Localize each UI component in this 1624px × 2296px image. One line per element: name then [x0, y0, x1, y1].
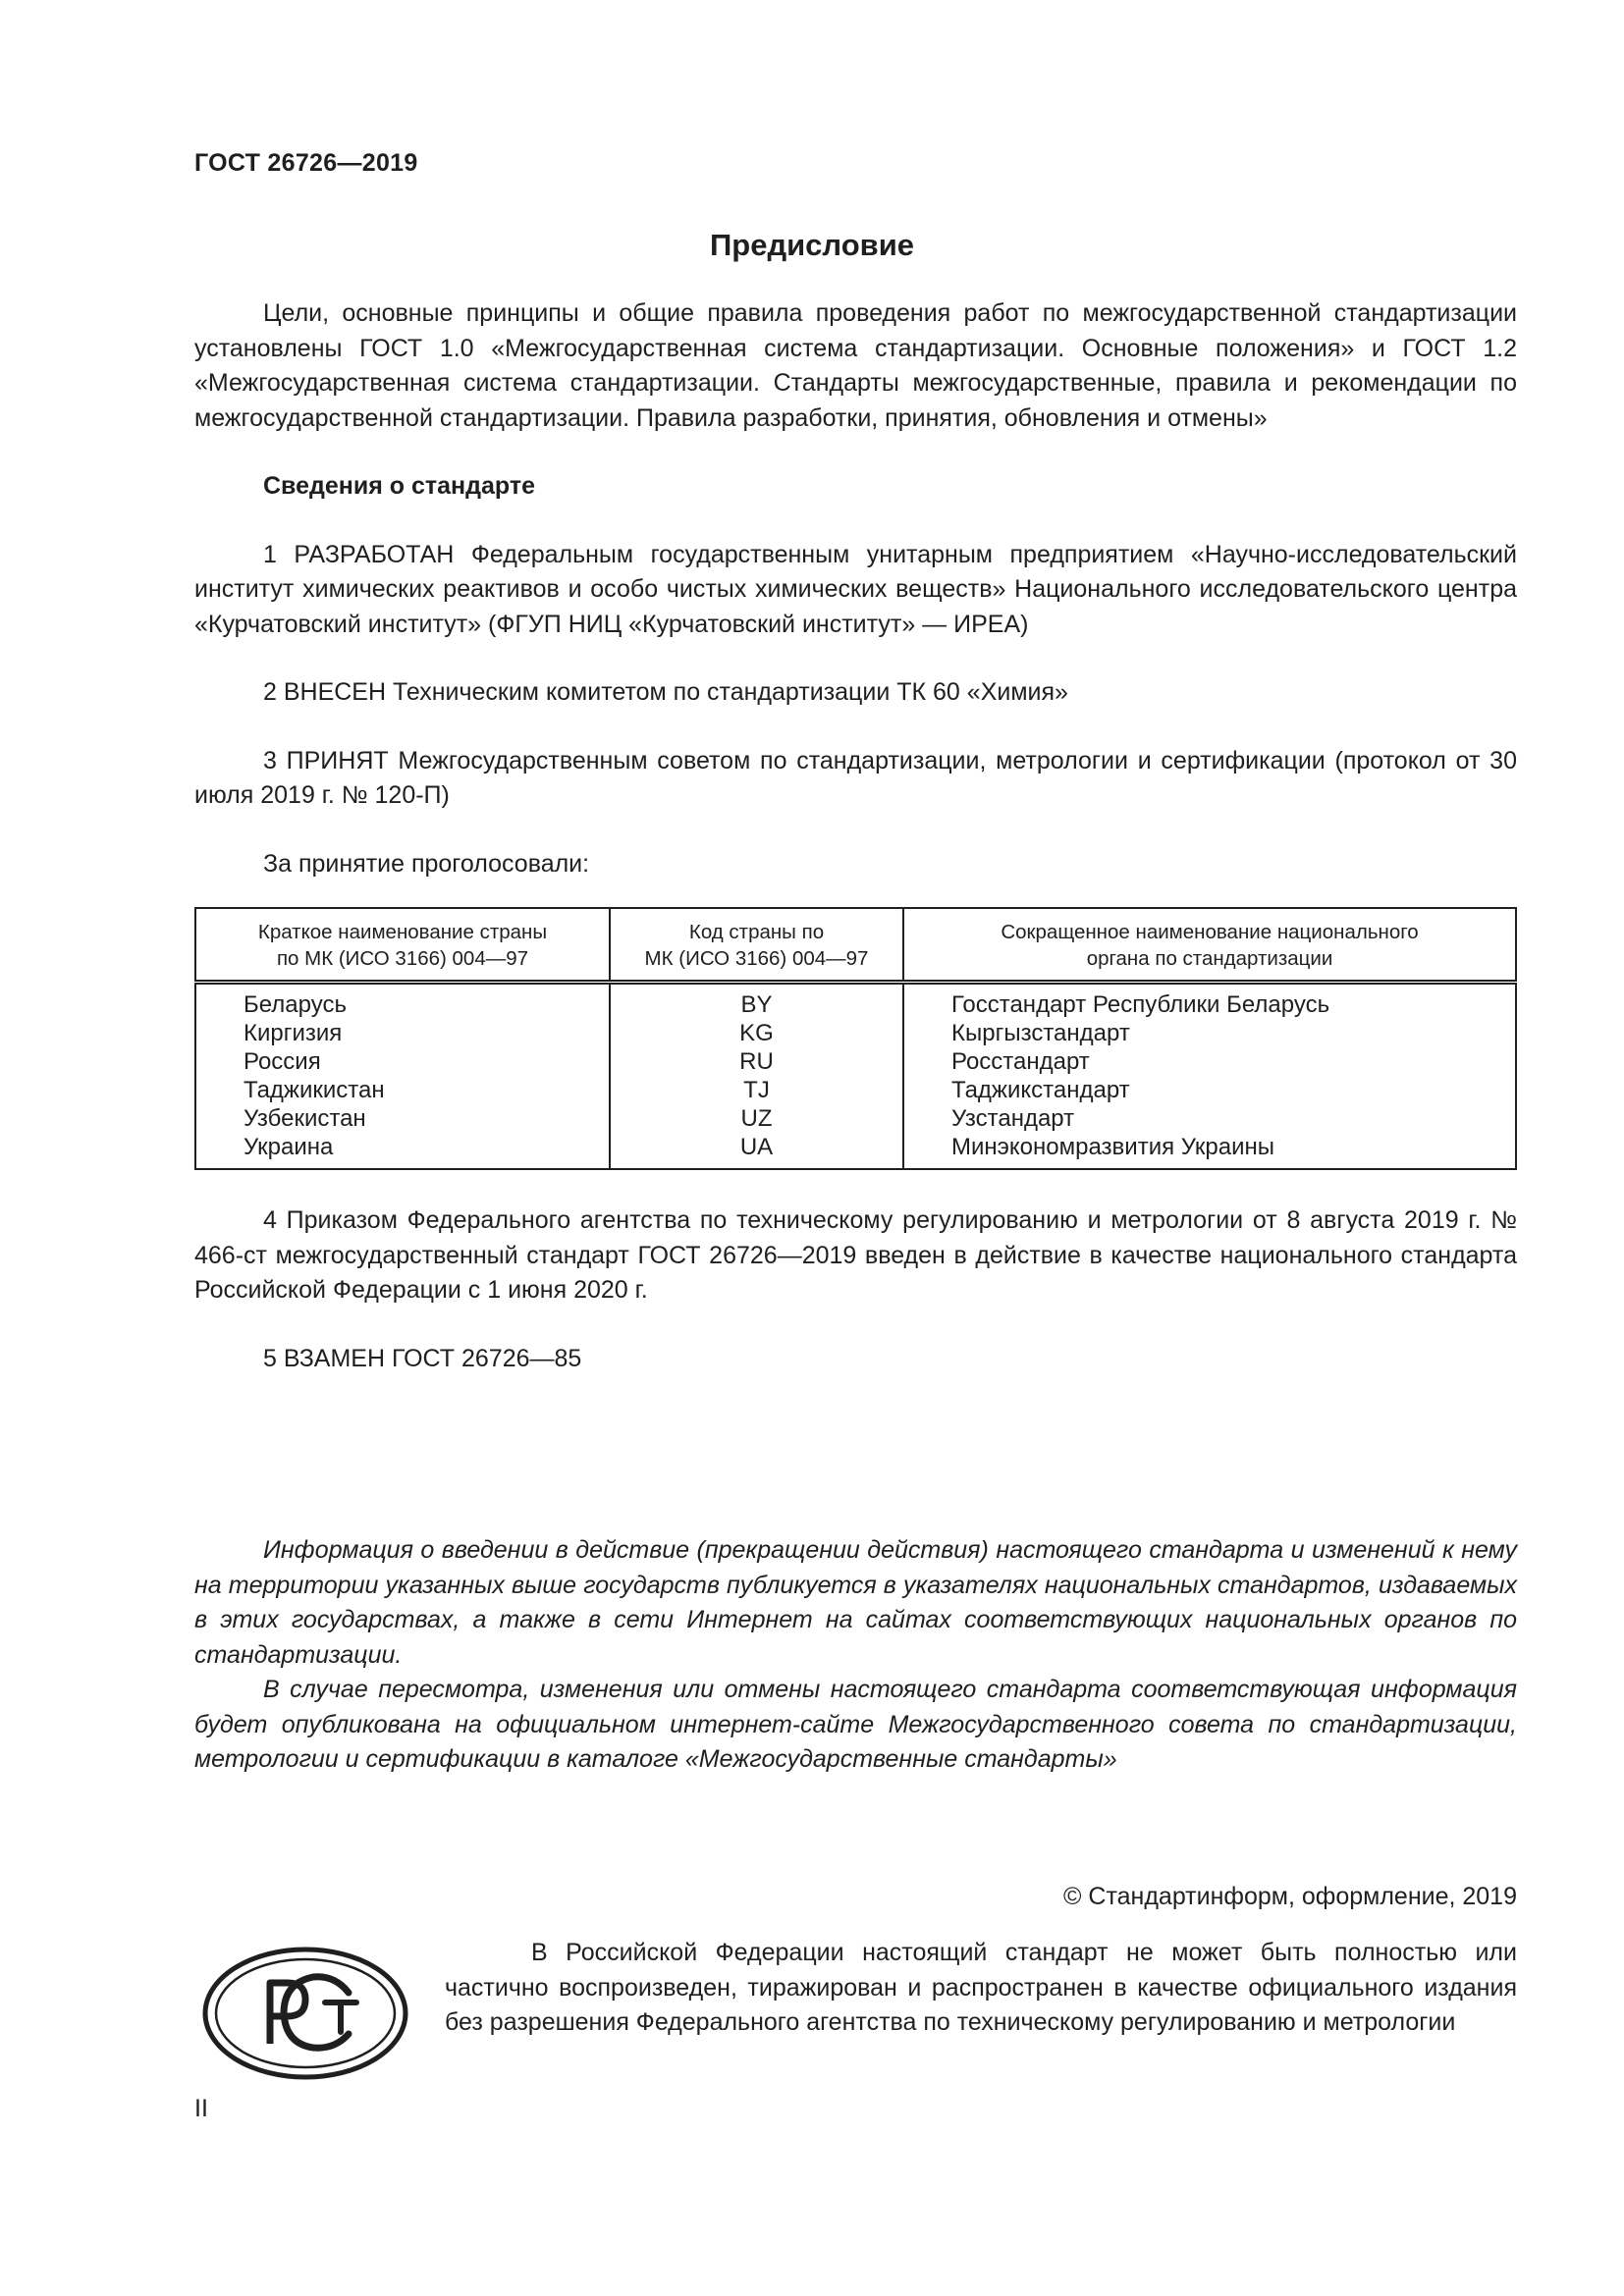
- header-national-body-line1: Сокращенное наименование национального: [1001, 921, 1419, 943]
- rights-notice: [445, 1936, 1517, 2041]
- section-heading: Сведения о стандарте: [263, 472, 536, 500]
- cell-body: Кыргызстандарт: [903, 1019, 1516, 1047]
- countries-table: [194, 907, 1517, 1170]
- document-code: ГОСТ 26726—2019: [194, 149, 418, 177]
- cell-code: UZ: [610, 1104, 903, 1133]
- cell-body: Минэкономразвития Украины: [903, 1133, 1516, 1169]
- header-country-name-line1: Краткое наименование страны: [257, 921, 548, 943]
- header-country-name-line2: по МК (ИСО 3166) 004—97: [276, 947, 529, 970]
- cell-body: Росстандарт: [903, 1047, 1516, 1076]
- cell-code: TJ: [610, 1076, 903, 1104]
- item-replaces: 5 ВЗАМЕН ГОСТ 26726—85: [263, 1344, 582, 1372]
- cell-body: Узстандарт: [903, 1104, 1516, 1133]
- cell-country: Узбекистан: [244, 1105, 366, 1132]
- item-order: 4 Приказом Федерального агентства по техническому регулированию и метрологии от 8 августа 2019 г. № 466-ст межгосударственный стандарт ГОСТ 26726—2019 введен в действие в качестве национального стандарта Российской Федерации с 1 июня 2020 г.: [194, 1206, 1517, 1304]
- table-row: [195, 983, 1516, 1020]
- item-developed: 1 РАЗРАБОТАН Федеральным государственным унитарным предприятием «Научно-исследовательский институт химических реактивов и особо чистых химических веществ» Национального исследовательского центра «Курчатовский институт» (ФГУП НИЦ «Курчатовский институт» — ИРЕА): [194, 540, 1517, 638]
- main-content: [194, 296, 1517, 1778]
- cell-country: Таджикистан: [244, 1077, 385, 1103]
- cell-code: KG: [610, 1019, 903, 1047]
- header-country-code-line1: Код страны по: [688, 921, 825, 943]
- cell-country: Украина: [244, 1134, 334, 1160]
- table-row: [195, 1133, 1516, 1169]
- page-title: Предисловие: [709, 228, 914, 262]
- header-country-name: [195, 908, 610, 983]
- cell-body: Таджикстандарт: [903, 1076, 1516, 1104]
- cell-code: UA: [610, 1133, 903, 1169]
- table-row: [195, 1019, 1516, 1047]
- header-national-body: [903, 908, 1516, 983]
- table-row: [195, 1047, 1516, 1076]
- cell-code: BY: [610, 983, 903, 1020]
- rst-logo-icon: [201, 1946, 409, 2081]
- cell-country: Россия: [244, 1048, 321, 1075]
- intro-paragraph: Цели, основные принципы и общие правила проведения работ по межгосударственной стандартизации установлены ГОСТ 1.0 «Межгосударственная система стандартизации. Основные положения» и ГОСТ 1.2 «Межгосударственная система стандартизации. Стандарты межгосударственные, правила и рекомендации по межгосударственной стандартизации. Правила разработки, принятия, обновления и отмены»: [194, 299, 1517, 432]
- info-paragraph-1: Информация о введении в действие (прекращении действия) настоящего стандарта и изменений к нему на территории указанных выше государств публикуется в указателях национальных стандартов, издаваемых в этих государствах, а также в сети Интернет на сайтах соответствующих национальных органов по стандартизации.: [194, 1536, 1517, 1669]
- rights-paragraph: В Российской Федерации настоящий стандарт не может быть полностью или частично воспроизведен, тиражирован и распространен в качестве официального издания без разрешения Федерального агентства по техническому регулированию и метрологии: [445, 1939, 1517, 2036]
- copyright-notice: © Стандартинформ, оформление, 2019: [1063, 1883, 1517, 1910]
- table-row: [195, 1104, 1516, 1133]
- cell-body: Госстандарт Республики Беларусь: [903, 983, 1516, 1020]
- info-block: [194, 1533, 1517, 1778]
- header-country-code-line2: МК (ИСО 3166) 004—97: [644, 947, 869, 970]
- cell-code: RU: [610, 1047, 903, 1076]
- cell-country: Киргизия: [244, 1020, 343, 1046]
- item-introduced: 2 ВНЕСЕН Техническим комитетом по стандартизации ТК 60 «Химия»: [263, 678, 1068, 706]
- cell-country: Беларусь: [244, 991, 347, 1018]
- item-adopted: 3 ПРИНЯТ Межгосударственным советом по стандартизации, метрологии и сертификации (протокол от 30 июля 2019 г. № 120-П): [194, 746, 1517, 809]
- header-country-code: [610, 908, 903, 983]
- header-national-body-line2: органа по стандартизации: [1086, 947, 1333, 970]
- page-number: II: [194, 2095, 208, 2122]
- info-paragraph-2: В случае пересмотра, изменения или отмены настоящего стандарта соответствующая информация будет опубликована на официальном интернет-сайте Межгосударственного совета по стандартизации, метрологии и сертификации в каталоге «Межгосударственные стандарты»: [194, 1676, 1517, 1773]
- vote-caption: За принятие проголосовали:: [263, 849, 590, 878]
- table-header-row: [195, 908, 1516, 983]
- table-row: [195, 1076, 1516, 1104]
